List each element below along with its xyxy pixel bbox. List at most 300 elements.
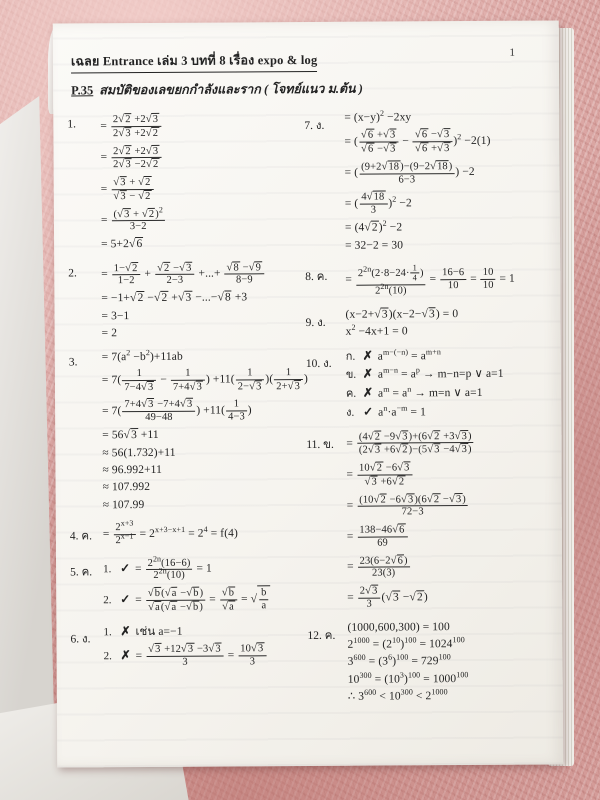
numerator: √8 −√9 xyxy=(224,261,264,275)
problem-steps xyxy=(100,108,297,255)
radical-sign-icon: √ xyxy=(145,126,152,139)
math-line: = $\frac{2√2 +2√3}{2√3 +2√2}$ xyxy=(100,120,162,132)
problem-block xyxy=(305,303,544,342)
exponent: m xyxy=(383,384,390,394)
math-line: = $\frac{√3 + √2}{√3 - √2}$ xyxy=(101,183,155,195)
math-line: = $\frac{2√2 +2√3}{2√3 -2√2}$ xyxy=(101,151,163,163)
radicand: 2 xyxy=(398,476,405,488)
radicand: 3 xyxy=(371,476,377,488)
radicand: 6 xyxy=(421,143,428,155)
math-line: = $\frac{2^{2n}(16-6)}{2^{2n}(10)}$ = 1 xyxy=(135,553,212,582)
step-prefix: ค. xyxy=(345,387,357,400)
radical-sign-icon: √ xyxy=(395,430,402,443)
radical-sign-icon: √ xyxy=(373,493,380,506)
step-prefix: ข. xyxy=(345,369,357,382)
radical xyxy=(113,177,126,188)
denominator: 23(3) xyxy=(371,567,396,580)
radical xyxy=(455,431,468,442)
radicand: 3 xyxy=(147,381,154,393)
radical-sign-icon: √ xyxy=(222,600,229,613)
radicand: 2 xyxy=(416,590,423,603)
problem-block xyxy=(305,257,544,301)
radical-sign-icon: √ xyxy=(382,128,390,141)
numerator: b xyxy=(259,587,268,600)
radical xyxy=(374,308,388,320)
fraction xyxy=(155,261,195,287)
fraction xyxy=(122,398,195,424)
exponent: x+3 xyxy=(120,518,134,528)
problem-block xyxy=(306,425,546,614)
radical xyxy=(141,382,154,393)
solution-step xyxy=(102,445,298,461)
radical xyxy=(361,130,374,141)
numerator: √b(√a −√b) xyxy=(146,587,205,601)
radicand: 2 xyxy=(376,462,383,474)
fraction xyxy=(357,524,407,550)
numerator: 2√2 +2√3 xyxy=(111,144,161,158)
exponent: 2 xyxy=(392,194,397,204)
math-line: = $(4√2)^2 -2$ xyxy=(344,218,403,234)
math-line: = $\frac{(10√2 -6√3)(6√2 -√3)}{72-3}$ xyxy=(347,499,469,512)
radical-sign-icon: √ xyxy=(250,592,258,606)
exponent: 100 xyxy=(404,635,417,645)
check-mark-icon: ✓ xyxy=(120,561,131,576)
fraction xyxy=(111,176,153,203)
fraction xyxy=(359,129,399,156)
math-line: = $\frac{(4√2 -9√3)+(6√2 +3√3)}{(2√3 +6√2)-(5√3 -4√3)}$ xyxy=(346,437,474,450)
denominator: 3 xyxy=(249,656,256,668)
radical-sign-icon: √ xyxy=(217,290,225,304)
exponent: 2 xyxy=(158,204,163,214)
solution-step xyxy=(103,623,299,640)
radical xyxy=(383,130,396,141)
denominator: $2^{2n}(10)$ xyxy=(153,566,185,582)
radical xyxy=(427,431,440,442)
solution-step xyxy=(346,428,545,458)
radical xyxy=(364,477,377,488)
radical-sign-icon: √ xyxy=(179,261,186,274)
math-line: = 56√3 +11 xyxy=(102,428,159,442)
math-line: = 2 xyxy=(101,327,118,340)
problem-block xyxy=(70,620,299,674)
solution-step xyxy=(101,366,308,395)
solution-step xyxy=(345,260,544,298)
radical xyxy=(123,429,137,441)
problem-label: 7. ง. xyxy=(304,119,325,133)
worksheet-page xyxy=(53,20,564,767)
radicand: 3 xyxy=(152,113,159,125)
solution-step xyxy=(346,347,545,364)
radical xyxy=(141,399,154,410)
numerator: $(√3 + √2)^2$ xyxy=(111,207,165,221)
radical-sign-icon: √ xyxy=(125,261,132,274)
exponent: 2 xyxy=(351,323,356,333)
solution-step xyxy=(346,404,545,421)
radicand: b xyxy=(193,587,199,599)
denominator: 2−3 xyxy=(166,275,184,287)
radicand: 3 xyxy=(381,308,388,321)
radical-sign-icon: √ xyxy=(129,291,137,305)
radicand: 6 xyxy=(421,129,428,141)
exponent: 2 xyxy=(379,108,385,118)
math-line: $2^{1000} = (2^{10})^{100} = 1024^{100}$ xyxy=(347,635,465,651)
radical xyxy=(164,602,177,613)
radicand: 3 xyxy=(186,399,193,411)
numerator: 1 xyxy=(411,263,419,274)
radical-sign-icon: √ xyxy=(118,158,125,171)
exponent: n xyxy=(407,384,412,394)
denominator: 3 xyxy=(370,204,377,216)
math-line: ∴ $3^{600} < 10^{300} < 2^{1000}$ xyxy=(347,687,448,703)
exponent: p xyxy=(415,365,421,375)
radicand: 2 xyxy=(164,262,170,274)
solution-step xyxy=(104,641,300,670)
radical xyxy=(179,262,192,273)
radical xyxy=(421,308,435,320)
math-line: = ( $\frac{(9+2√18)-(9-2√18)}{6-3}$ ) −2 xyxy=(344,160,475,186)
radical xyxy=(397,463,410,474)
denominator: √a(√a −√b) xyxy=(148,600,204,613)
problem-steps xyxy=(103,517,299,551)
math-line: = 7( $\frac{1}{7-4√3}$ − $\frac{1}{7+4√3}$ ) +11( $\frac{1}{2-√3}$ )( $\frac{1}{2+√3}$ ) xyxy=(101,367,308,393)
radical xyxy=(392,476,405,487)
exponent: 2 xyxy=(145,347,150,357)
numerator: √6 +√3 xyxy=(359,129,399,143)
exponent: 2n xyxy=(152,553,162,564)
radical-sign-icon: √ xyxy=(427,443,434,456)
fraction xyxy=(440,267,466,292)
radical xyxy=(154,292,168,304)
problem-steps xyxy=(345,303,544,342)
radical-sign-icon: √ xyxy=(179,398,186,411)
math-line: ≈ 96.992+11 xyxy=(102,463,162,477)
step-prefix: 2. xyxy=(103,594,112,607)
solution-step xyxy=(101,174,297,204)
problem-steps xyxy=(344,107,544,256)
solution-step xyxy=(345,219,544,235)
radicand: 2 xyxy=(137,292,144,305)
radical-sign-icon: √ xyxy=(141,207,148,220)
math-line: = ( $\frac{4√18}{3}$ )$^2$ −2 xyxy=(344,190,412,216)
radical xyxy=(186,602,199,613)
radical-sign-icon: √ xyxy=(364,220,371,234)
radicand: 3 xyxy=(185,291,192,304)
radical-sign-icon: √ xyxy=(138,175,145,189)
solution-step xyxy=(347,583,546,612)
radical xyxy=(401,494,414,505)
numerator: 23(6−2√6) xyxy=(358,554,410,568)
fraction xyxy=(481,267,496,292)
math-line: = ( $\frac{√6 +√3}{√6 -√3}$ − $\frac{√6 -√3}{√6 +√3}$ )$^2$ −2(1) xyxy=(344,128,491,155)
radical xyxy=(130,292,144,304)
radical-sign-icon: √ xyxy=(397,461,404,474)
radicand: 3 xyxy=(131,428,137,442)
fraction xyxy=(238,643,266,669)
radicand: 6 xyxy=(397,555,403,567)
solution-step xyxy=(348,689,547,705)
radical-sign-icon: √ xyxy=(400,493,407,506)
radicand: 18 xyxy=(437,161,448,173)
math-line: (1000,600,300) = 100 xyxy=(347,620,450,634)
numerator: $2^{2n}(2\cdot 8-24\cdot$ $\frac{1}{4}$ ) xyxy=(356,262,426,285)
fraction xyxy=(357,493,468,519)
denominator: 3−2 xyxy=(129,221,147,233)
radicand: 8 xyxy=(233,262,239,274)
solution-step xyxy=(101,236,297,252)
radicand: 2 xyxy=(145,190,151,202)
solution-step xyxy=(347,491,546,520)
exponent: 10 xyxy=(392,635,401,645)
math-line: = $\frac{23(6-2√6)}{23(3)}$ xyxy=(347,560,411,572)
math-line: = −1+√2 −√2 +√3 −...−√8 +3 xyxy=(101,290,248,305)
radical-sign-icon: √ xyxy=(157,261,164,274)
radical-sign-icon: √ xyxy=(409,589,416,603)
radicand: a xyxy=(171,601,177,613)
radical xyxy=(208,644,221,655)
solution-step xyxy=(102,396,298,425)
radical-sign-icon: √ xyxy=(153,291,161,305)
exponent: 3 xyxy=(399,670,405,680)
fraction xyxy=(122,368,156,394)
radical xyxy=(368,431,381,442)
denominator: 8−9 xyxy=(235,274,253,286)
problem-steps xyxy=(103,553,299,618)
radical-sign-icon: √ xyxy=(189,380,196,393)
problem-block xyxy=(67,108,297,255)
radicand: 2 xyxy=(125,114,131,126)
radical xyxy=(381,161,400,172)
radical-sign-icon: √ xyxy=(148,643,155,656)
radical xyxy=(251,644,264,655)
radicand: 9 xyxy=(255,261,262,273)
radical xyxy=(395,431,408,442)
radical xyxy=(138,177,151,188)
denominator: 72−3 xyxy=(401,506,424,518)
radical xyxy=(222,601,235,612)
radicand: 2 xyxy=(374,431,381,443)
radical-sign-icon: √ xyxy=(430,160,437,173)
cross-mark-icon: ✗ xyxy=(120,623,131,638)
solution-step xyxy=(347,522,546,551)
denominator: $2^{x-1}$ xyxy=(115,531,134,547)
radicand: 2 xyxy=(161,292,168,305)
page-title: เฉลย Entrance เล่ม 3 บทที่ 8 เรื่อง expo & log xyxy=(71,50,318,74)
section-heading xyxy=(71,78,551,101)
solution-step xyxy=(103,520,299,548)
radical xyxy=(227,262,240,273)
radical-sign-icon: √ xyxy=(287,379,294,392)
radical xyxy=(437,143,450,154)
numerator: 138−46√6 xyxy=(357,524,407,538)
cross-mark-icon: ✗ xyxy=(362,348,373,363)
radical-sign-icon: √ xyxy=(118,113,125,126)
fraction xyxy=(111,113,161,140)
denominator: 49−48 xyxy=(145,412,173,424)
denominator: 69 xyxy=(377,537,388,549)
radical-sign-icon: √ xyxy=(128,237,136,251)
problem-label: 4. ค. xyxy=(69,530,92,543)
denominator: 1−2 xyxy=(117,275,135,287)
radical xyxy=(165,588,178,599)
radical xyxy=(118,159,131,170)
radical-sign-icon: √ xyxy=(177,290,185,304)
radical-sign-icon: √ xyxy=(186,586,193,599)
radical xyxy=(395,445,408,456)
radical xyxy=(361,144,374,155)
step-prefix: ก. xyxy=(345,350,356,363)
solution-step xyxy=(345,158,544,187)
numerator: $2^{2n}(16-6)$ xyxy=(146,557,193,570)
numerator: 1−√2 xyxy=(112,262,141,276)
exponent: x+3−x+1 xyxy=(154,524,186,535)
exponent: m−(−n) xyxy=(382,347,409,357)
left-column xyxy=(67,108,308,712)
page-number: 1 xyxy=(509,46,515,59)
radicand: 2 xyxy=(371,221,378,234)
fraction xyxy=(356,262,426,297)
radical-sign-icon: √ xyxy=(145,144,152,157)
solution-step xyxy=(344,127,543,157)
radical xyxy=(383,144,396,155)
radical-sign-icon: √ xyxy=(369,461,376,474)
numerator: 4√18 xyxy=(359,191,387,205)
radical xyxy=(373,494,386,505)
radical-sign-icon: √ xyxy=(392,523,399,536)
radicand: 2 xyxy=(433,493,440,505)
fraction xyxy=(259,587,269,612)
math-line: = $2^{2n}(2\cdot 8-24\cdot$ $\frac{1}{4}$ ) $2^{2n}(10)$ = $\frac{16-6}{10}$ = $\frac{10}{10}$ = 1 xyxy=(345,262,515,297)
radicand: 2 xyxy=(148,208,155,220)
radical-sign-icon: √ xyxy=(360,142,368,155)
radicand: 2 xyxy=(132,262,138,274)
solution-step xyxy=(103,585,299,615)
radical-sign-icon: √ xyxy=(226,261,233,274)
problem-steps xyxy=(101,346,308,516)
radicand: 3 xyxy=(294,380,301,392)
radicand: b xyxy=(154,588,161,600)
denominator: √3 − √2 xyxy=(113,189,151,202)
problem-label: 2. xyxy=(68,267,77,280)
fraction xyxy=(113,518,135,547)
math-line: $a^{m-(-n)} = a^{m+n}$ xyxy=(377,347,441,363)
solution-step xyxy=(344,110,543,126)
problem-label: 11. ข. xyxy=(306,438,334,451)
radical-sign-icon: √ xyxy=(364,475,371,488)
radical xyxy=(125,263,138,274)
radical xyxy=(217,292,231,304)
solution-step xyxy=(101,308,297,324)
solution-step xyxy=(348,671,547,687)
problem-label: 8. ค. xyxy=(305,270,328,283)
radicand: 3 xyxy=(186,262,192,274)
fraction xyxy=(413,128,453,155)
denominator: 2√3 +2√2 xyxy=(112,126,159,139)
denominator: 7+4√3 xyxy=(172,380,203,393)
radical xyxy=(364,221,378,233)
exponent: 2 xyxy=(457,132,462,142)
fraction xyxy=(357,430,474,457)
radical-sign-icon: √ xyxy=(360,129,367,142)
section-title: สมบัติของเลขยกกำลังและราก ( โจทย์แนว ม.ต้น ) xyxy=(99,81,363,98)
fraction xyxy=(220,587,238,614)
numerator: (4√2 −9√3)+(6√2 +3√3) xyxy=(357,430,474,444)
solution-step xyxy=(101,206,297,235)
denominator: √6 +√3 xyxy=(414,142,450,155)
math-line: เช่น a=−1 xyxy=(135,625,183,638)
problem-steps xyxy=(103,620,299,673)
solution-step xyxy=(102,325,298,341)
solution-step xyxy=(100,143,296,173)
numerator: 1 xyxy=(171,368,205,381)
math-line: ≈ 107.992 xyxy=(102,481,151,494)
radical-sign-icon: √ xyxy=(250,642,257,655)
math-line: = $\frac{√b(√a -√b)}{√a(√a -√b)}$ = $\frac{√b}{√a}$ = √ $\frac{b}{a}$ xyxy=(135,593,270,606)
numerator: 1 xyxy=(274,367,303,380)
math-line: = $\frac{1-√2}{1-2}$ + $\frac{√2 -√3}{2-3}$ +...+ $\frac{√8 -√9}{8-9}$ xyxy=(101,267,265,280)
radical-sign-icon: √ xyxy=(118,126,125,139)
exponent: 4 xyxy=(203,524,208,534)
radicand: 3 xyxy=(428,307,435,320)
exponent: m−n xyxy=(383,366,399,376)
denominator xyxy=(220,600,237,613)
exponent: 100 xyxy=(452,635,465,645)
radical-sign-icon: √ xyxy=(367,430,374,443)
radicand: 3 xyxy=(257,643,264,655)
check-mark-icon: ✓ xyxy=(120,592,131,607)
radicand: 3 xyxy=(461,430,467,442)
white-folder-edge xyxy=(0,96,56,800)
radical xyxy=(178,292,192,304)
fraction xyxy=(411,263,419,283)
radical-sign-icon: √ xyxy=(421,306,429,320)
numerator: √2 −√3 xyxy=(155,261,195,275)
exponent: 600 xyxy=(364,687,377,698)
step-prefix: 2. xyxy=(103,649,112,662)
radical-sign-icon: √ xyxy=(414,128,421,141)
radical-sign-icon: √ xyxy=(366,190,373,204)
radicand: 6 xyxy=(367,143,374,155)
section-label: P.35 xyxy=(71,83,94,98)
radicand: 3 xyxy=(124,208,130,220)
fraction xyxy=(112,262,141,288)
fraction xyxy=(236,367,265,393)
problem-steps xyxy=(101,257,298,344)
radical xyxy=(365,586,378,597)
cross-mark-icon: ✗ xyxy=(362,367,373,382)
exponent: 2 xyxy=(126,347,131,357)
denominator: √3 +6√2 xyxy=(364,475,405,488)
radicand: 2 xyxy=(125,145,131,157)
fraction xyxy=(358,585,381,611)
cross-mark-icon: ✗ xyxy=(362,385,374,400)
math-line: = $\frac{2^{x+3}}{2^{x-1}}$ = $2^{x+3-x+1} = 2^4 = f(4)$ xyxy=(102,518,238,547)
math-line: = $\frac{(√3 + √2)^2}{3-2}$ xyxy=(101,214,166,226)
radicand: 3 xyxy=(455,493,462,505)
math-line: $a^{m-n} = a^p \to m-n=p$ ∨ a=1 xyxy=(377,365,504,382)
radicand: 2 xyxy=(145,176,151,188)
radicand: 3 xyxy=(256,380,262,393)
exponent: 600 xyxy=(353,653,366,663)
radicand: 2 xyxy=(434,430,440,442)
math-line: ≈ 56(1.732)+11 xyxy=(102,446,176,459)
radicand: 2 xyxy=(402,444,408,456)
radicand: 3 xyxy=(444,143,450,155)
radical xyxy=(146,145,159,156)
step-prefix: 1. xyxy=(103,625,112,638)
radical-sign-icon: √ xyxy=(221,586,228,599)
numerator: 1 xyxy=(226,398,247,411)
radicand: 6 xyxy=(367,129,374,142)
